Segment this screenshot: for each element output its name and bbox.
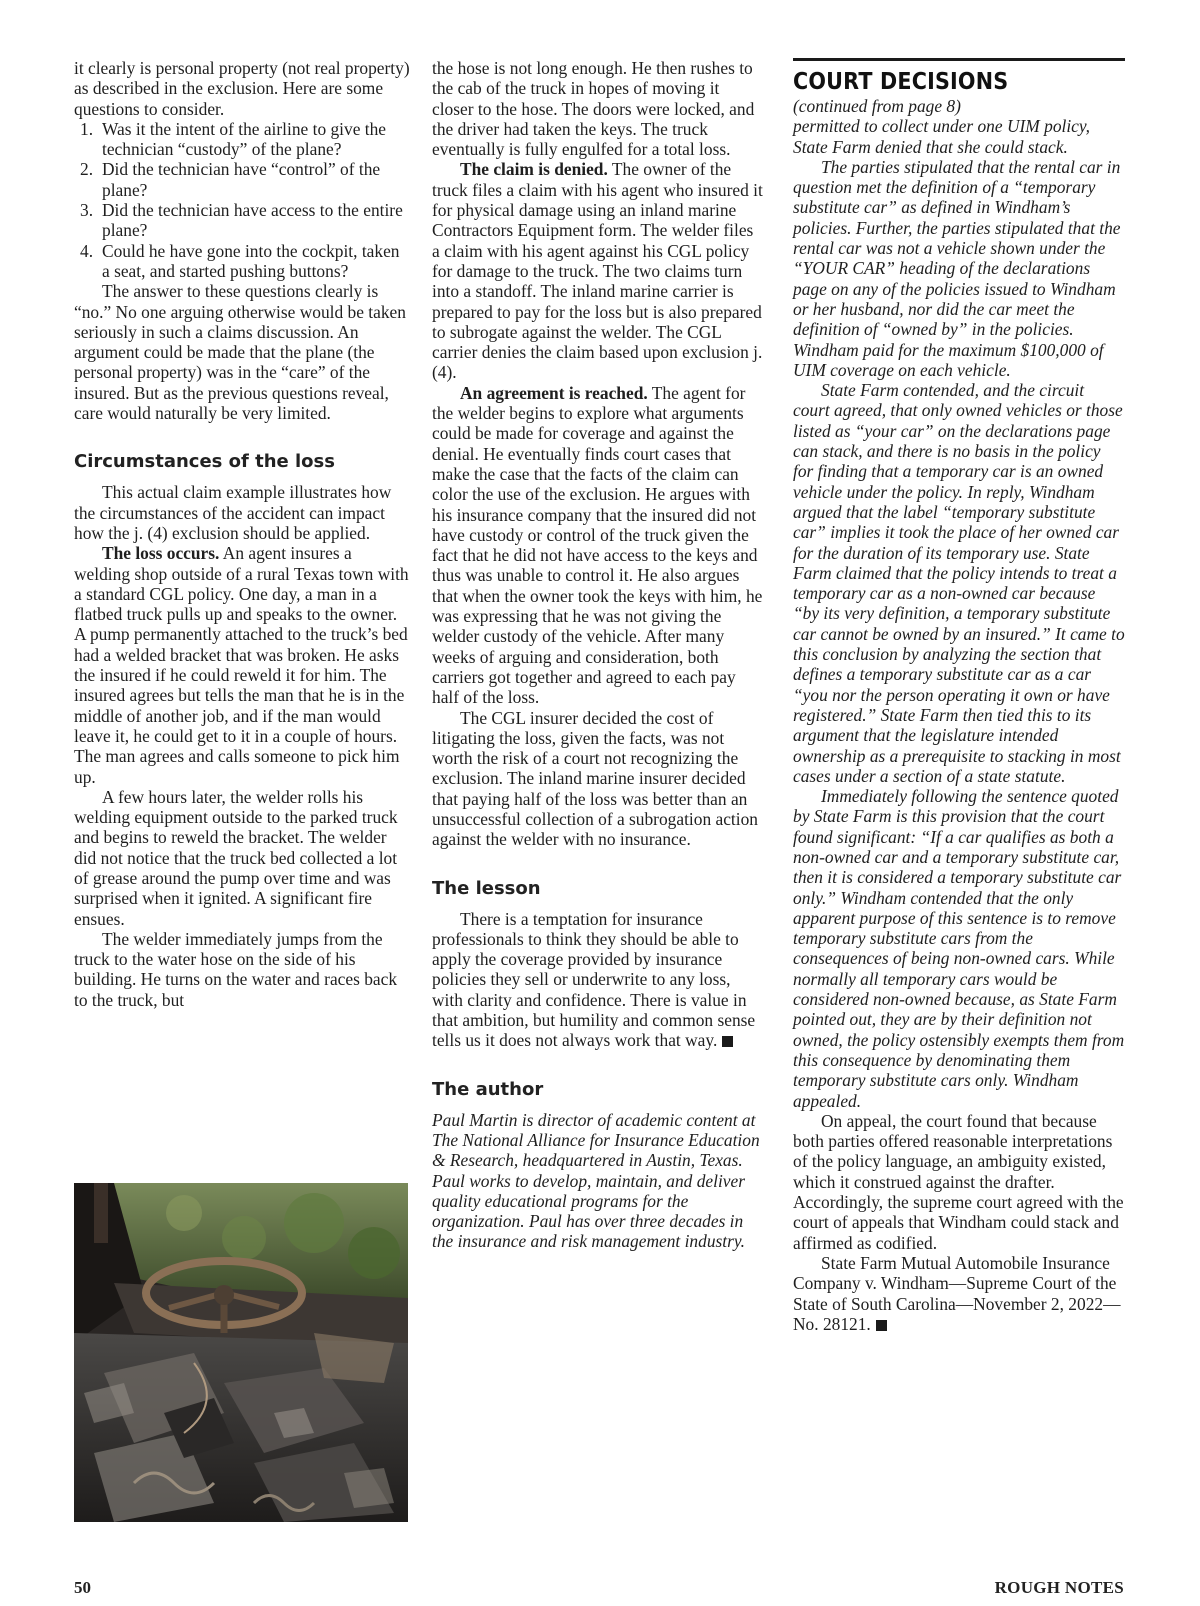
question-text: Did the technician have “control” of the plane? bbox=[102, 159, 381, 200]
loss-occurs-paragraph bbox=[74, 543, 410, 787]
court-paragraph-4: Immediately following the sentence quoted by State Farm is this provision that the court found significant: “If a car qualifies as both a non-owned car and a temporary substitute car, then it is considered a temporary substitute car only.” Windham contended that the only apparent purpose of this sentence is to remove temporary substitute cars from the consequences of being non-owned cars. While normally all temporary cars would be considered non-owned because, as State Farm pointed out, they are by their definition not owned, the policy ostensibly exempts them from this consequence by denominating them temporary substitute cars only. Windham appealed. bbox=[793, 786, 1125, 1111]
heading-lesson: The lesson bbox=[432, 877, 541, 899]
page-number: 50 bbox=[74, 1578, 91, 1597]
section-rule bbox=[793, 58, 1125, 61]
court-paragraph-2: The parties stipulated that the rental car in question met the definition of a “temporary substitute car” as defined in Windham’s policies. Further, the parties stipulated that the rental car was not a vehicle shown under the “YOUR CAR” heading of the declarations page on any of the policies issued to Windham or her husband, nor did the car meet the definition of “owned by” in the policies. Windham paid for the maximum $100,000 of UIM coverage on each vehicle. bbox=[793, 156, 1121, 380]
case-citation-text: State Farm Mutual Automobile Insurance Company v. Windham—Supreme Court of the State of South Carolina—November 2, 2022—No. 28121. bbox=[793, 1252, 1121, 1334]
question-item bbox=[74, 119, 410, 160]
question-item bbox=[74, 241, 410, 282]
agreement-paragraph bbox=[432, 383, 764, 708]
heading-circumstances: Circumstances of the loss bbox=[74, 451, 335, 473]
section-title: COURT DECISIONS bbox=[793, 69, 1009, 95]
question-text: Did the technician have access to the entire plane? bbox=[102, 200, 403, 241]
hours-later-paragraph: A few hours later, the welder rolls his welding equipment outside to the parked truck and begins to reweld the bracket. The welder did not notice that the truck bed collected a lot of grease around the pump over time and was surprised when it ignited. A significant fire ensues. bbox=[74, 786, 398, 929]
column-2 bbox=[432, 58, 764, 1252]
court-paragraph-1: permitted to collect under one UIM policy, State Farm denied that she could stack. bbox=[793, 116, 1091, 157]
heading-author: The author bbox=[432, 1078, 544, 1100]
question-item bbox=[74, 159, 410, 200]
agreement-lead: An agreement is reached. bbox=[460, 382, 648, 403]
intro-paragraph: it clearly is personal property (not real property) as described in the exclusion. Here are some questions to consider. bbox=[74, 58, 410, 119]
question-item bbox=[74, 200, 410, 241]
hose-paragraph: the hose is not long enough. He then rushes to the cab of the truck in hopes of moving it closer to the hose. The doors were locked, and the driver had taken the keys. The truck eventually is fully engulfed for a total loss. bbox=[432, 58, 755, 160]
claim-denied-lead: The claim is denied. bbox=[460, 159, 608, 180]
end-mark-icon bbox=[722, 1036, 733, 1047]
loss-occurs-lead: The loss occurs. bbox=[102, 543, 220, 564]
publication-name: ROUGH NOTES bbox=[994, 1578, 1124, 1597]
welder-jumps-paragraph: The welder immediately jumps from the truck to the water hose on the side of his building. He turns on the water and races back to the truck, but bbox=[74, 928, 398, 1010]
circumstances-paragraph: This actual claim example illustrates how the circumstances of the accident can impact how the j. (4) exclusion should be applied. bbox=[74, 482, 392, 543]
court-paragraph-3: State Farm contended, and the circuit court agreed, that only owned vehicles or those listed as “your car” on the declarations page can stack, and there is no basis in the policy for finding that a temporary car is an owned vehicle under the policy. In reply, Windham argued that the label “temporary substitute car” implies it took the place of her owned car for the duration of its temporary use. State Farm claimed that the policy intends to treat a temporary car as a non-owned car because “by its very definition, a temporary substitute car cannot be owned by an insured.” It came to this conclusion by analyzing the section that defines a temporary substitute car as a car “you nor the person operating it own or have registered.” State Farm then tied this to its argument that the legislature intended ownership as a prerequisite to stacking in most cases under a section of a state statute. bbox=[793, 380, 1125, 786]
continued-note: (continued from page 8) bbox=[793, 96, 961, 116]
questions-list bbox=[74, 119, 410, 281]
question-number: 1. bbox=[80, 118, 94, 139]
claim-denied-body: The owner of the truck files a claim with his agent who insured it for physical damage using an inland marine Contractors Equipment form. The welder files a claim with his agent against his CGL policy for damage to the truck. The two claims turn into a standoff. The inland marine carrier is prepared to pay for the loss but is also prepared to subrogate against the welder. The CGL carrier denies the claim based upon exclusion j. (4). bbox=[432, 159, 763, 383]
question-number: 4. bbox=[80, 240, 94, 261]
case-citation bbox=[793, 1253, 1125, 1334]
lesson-paragraph bbox=[432, 909, 764, 1051]
question-number: 3. bbox=[80, 200, 94, 221]
question-text: Could he have gone into the cockpit, taken a seat, and started pushing buttons? bbox=[102, 240, 400, 281]
claim-denied-paragraph bbox=[432, 159, 764, 382]
court-paragraph-5: On appeal, the court found that because both parties offered reasonable interpretations of the policy language, an ambiguity existed, which it construed against the drafter. Accordingly, the supreme court agreed with the court of appeals that Windham could stack and affirmed as codified. bbox=[793, 1110, 1124, 1253]
burned-truck-cab-photo bbox=[74, 1183, 408, 1522]
lesson-text: There is a temptation for insurance professionals to think they should be able to apply the coverage provided by insurance policies they sell or underwrite to any loss, with clarity and confidence. There is value in that ambition, but humility and common sense tells us it does not always work that way. bbox=[432, 908, 756, 1051]
end-mark-icon bbox=[876, 1320, 887, 1331]
agreement-body: The agent for the welder begins to explore what arguments could be made for coverage and against the denial. He eventually finds court cases that make the case that the facts of the claim can color the use of the exclusion. He argues with his insurance company that the insured did not have custody or control of the truck given the fact that he did not have access to the keys and thus was unable to control it. He also argues that when the owner took the keys with him, he was expressing that he was not giving the welder custody of the vehicle. After many weeks of arguing and consideration, both carriers got together and agreed to each pay half of the loss. bbox=[432, 382, 763, 708]
author-bio: Paul Martin is director of academic content at The National Alliance for Insurance Education & Research, headquartered in Austin, Texas. Paul works to develop, maintain, and deliver quality educational programs for the organization. Paul has over three decades in the insurance and risk management industry. bbox=[432, 1109, 760, 1252]
cgl-insurer-paragraph: The CGL insurer decided the cost of litigating the loss, given the facts, was not worth the risk of a court not recognizing the exclusion. The inland marine insurer decided that paying half of the loss was better than an unsuccessful collection of a subrogation action against the welder with no insurance. bbox=[432, 707, 758, 850]
loss-occurs-body: An agent insures a welding shop outside of a rural Texas town with a standard CGL policy. One day, a man in a flatbed truck pulls up and speaks to the owner. A pump permanently attached to the truck’s bed had a welded bracket that was broken. He asks the insured if he could reweld it for him. The insured agrees but tells the man that he is in the middle of another job, and if the man would leave it, he could get to it in a couple of hours. The man agrees and calls someone to pick him up. bbox=[74, 543, 409, 787]
question-text: Was it the intent of the airline to give the technician “custody” of the plane? bbox=[102, 118, 387, 160]
column-3 bbox=[793, 58, 1125, 1334]
column-1 bbox=[74, 58, 410, 1010]
question-number: 2. bbox=[80, 159, 94, 180]
answer-paragraph: The answer to these questions clearly is “no.” No one arguing otherwise would be taken seriously in such a claims discussion. An argument could be made that the plane (the personal property) was in the “care” of the insured. But as the previous questions reveal, care would naturally be very limited. bbox=[74, 281, 406, 424]
